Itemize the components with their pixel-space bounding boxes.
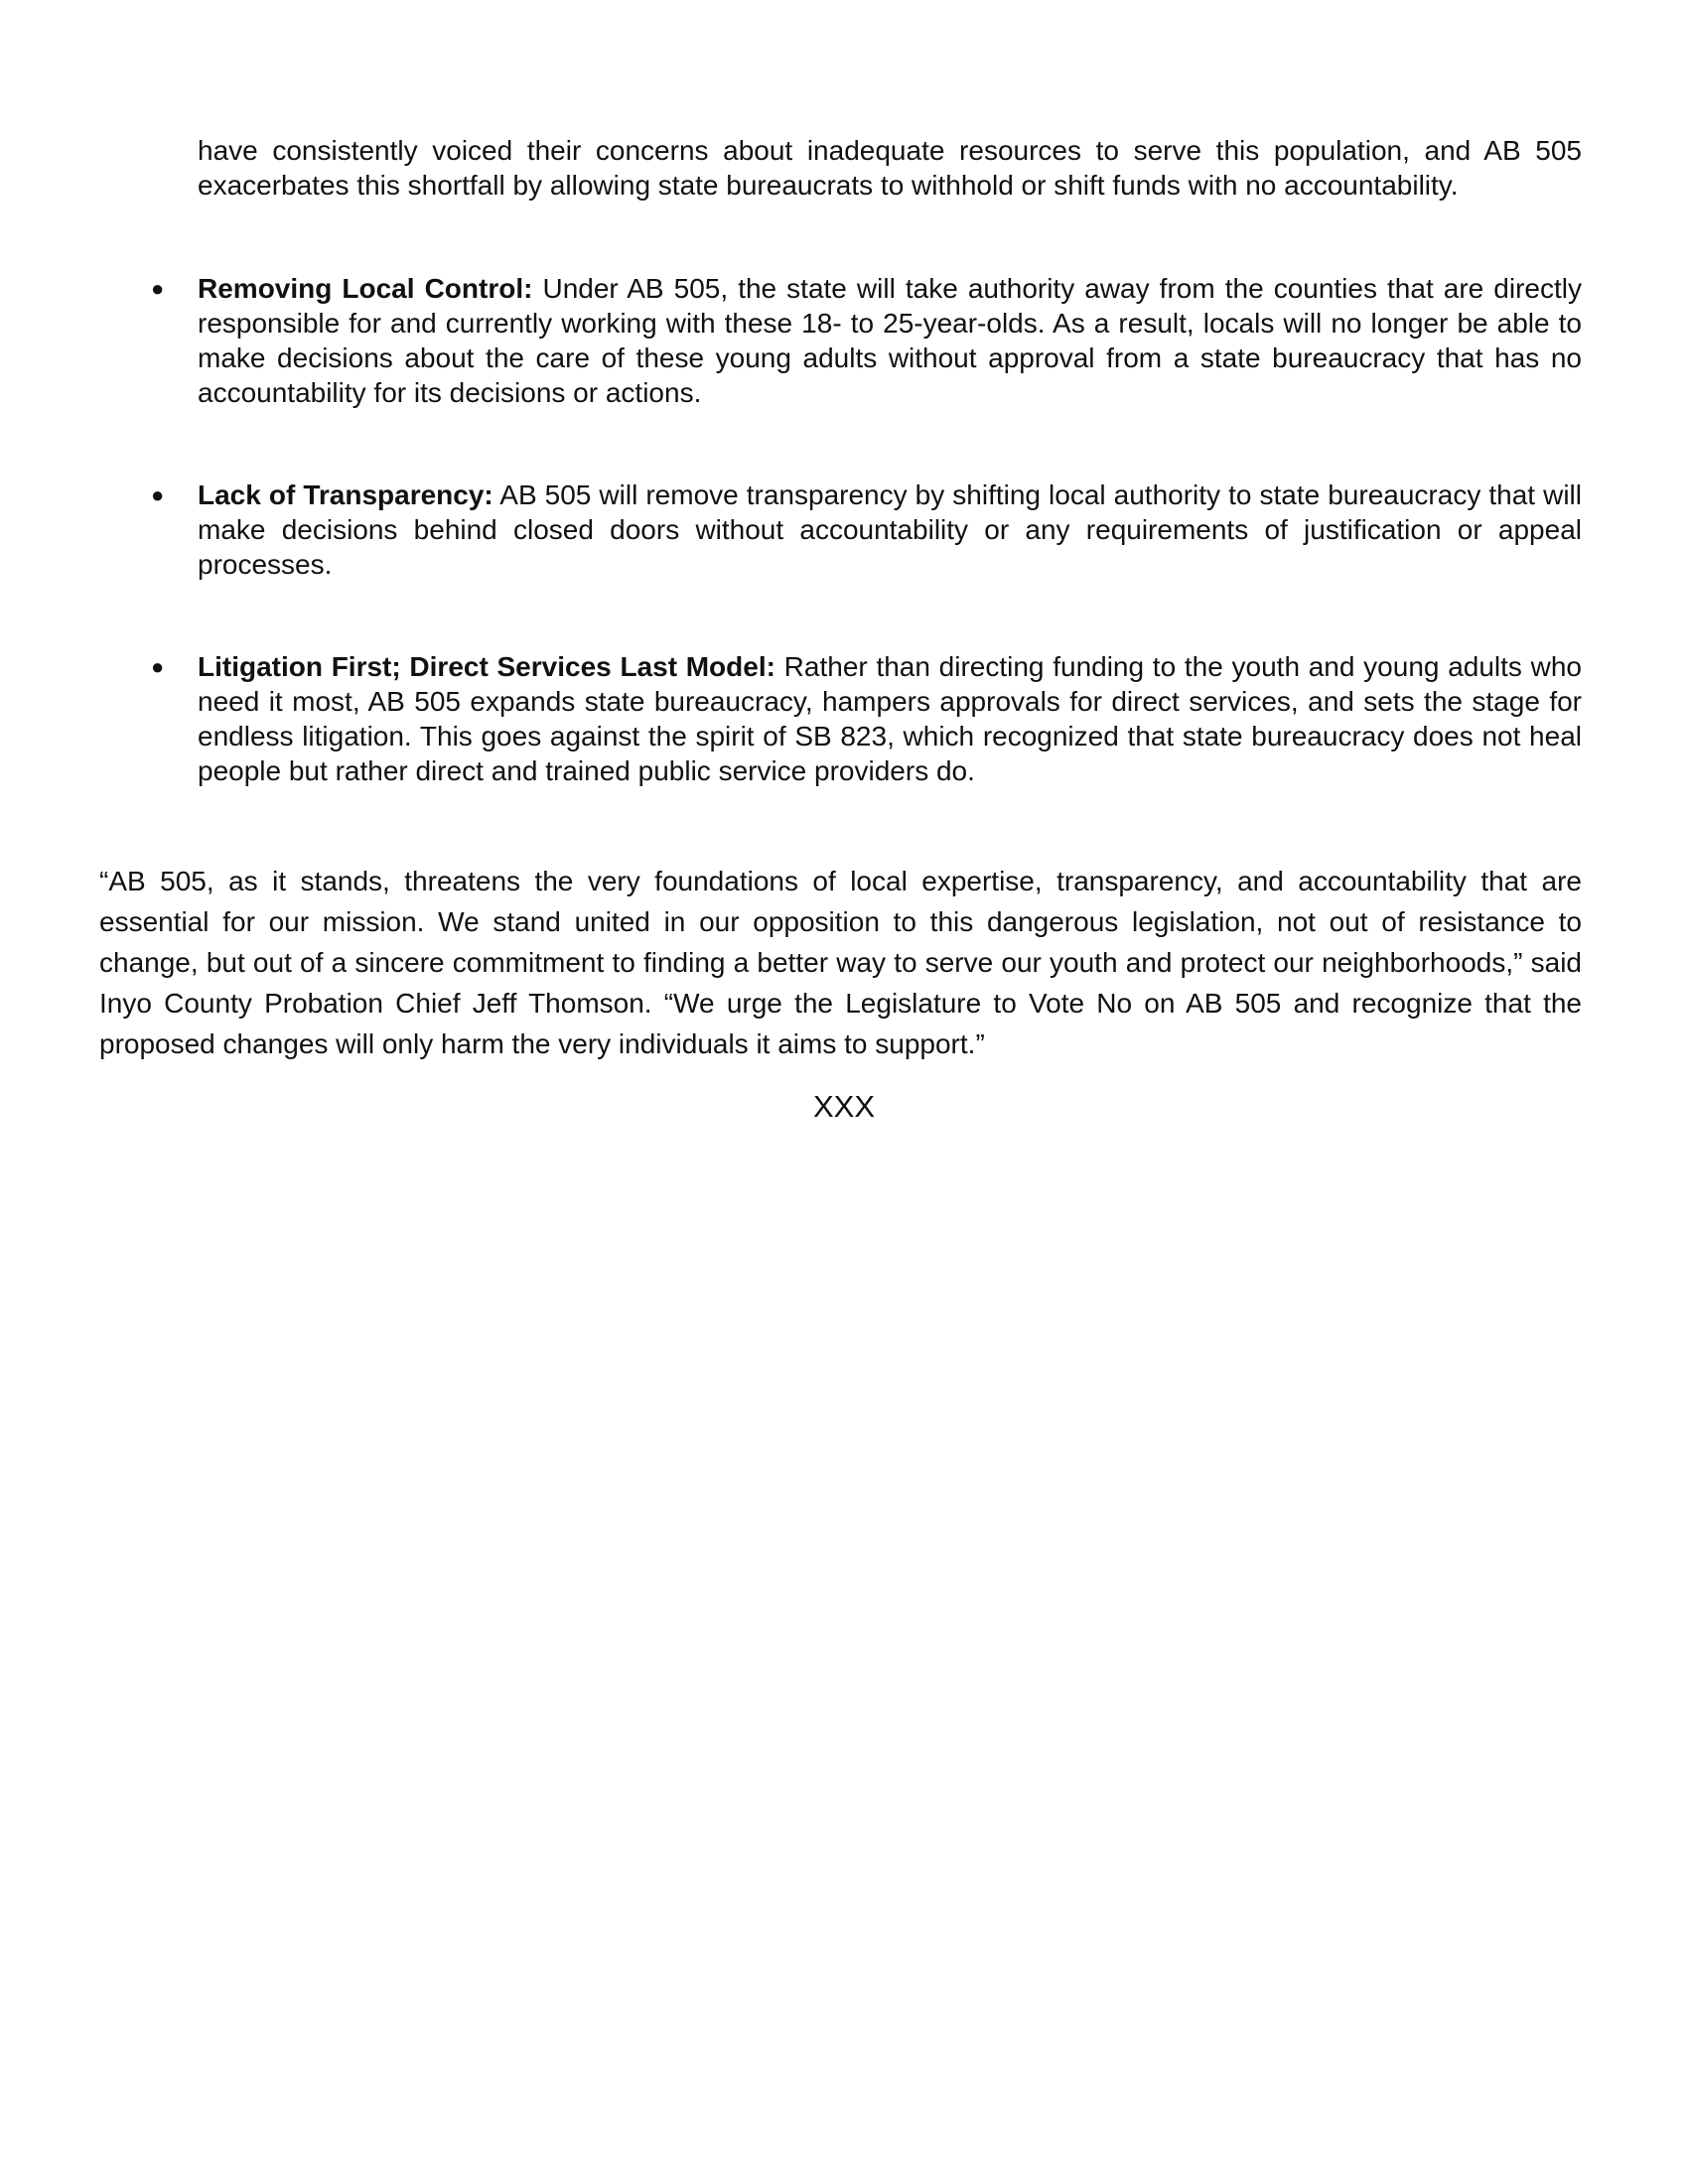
bullet-list — [99, 271, 1582, 856]
end-mark: XXX — [812, 1089, 876, 1124]
bullet-text: Rather than directing funding to the youth and young adults who need it most, AB 505 expands state bureaucracy, hampers approvals for direct services, and sets the stage for endless litigation. This goes against the spirit of SB 823, which recognized that state bureaucracy does not heal people but rather direct and trained public service providers do. — [198, 651, 1582, 786]
bullet-item-litigation — [99, 649, 1582, 788]
continuation-paragraph: have consistently voiced their concerns about inadequate resources to serve this population, and AB 505 exacerbates this shortfall by allowing state bureaucrats to withhold or shift funds with no accountability. — [198, 135, 1582, 201]
bullet-icon: ● — [151, 276, 165, 301]
bullet-text: Under AB 505, the state will take authority away from the counties that are directly responsible for and currently working with these 18- to 25-year-olds. As a result, locals will no longer be able to make decisions about the care of these young adults without approval from a state bureaucracy that has no accountability for its decisions or actions. — [198, 273, 1582, 408]
bullet-icon: ● — [151, 654, 165, 679]
bullet-term: Lack of Transparency: — [198, 479, 493, 510]
bullet-item-local-control — [99, 271, 1582, 410]
bullet-term: Removing Local Control: — [198, 273, 533, 304]
bullet-term: Litigation First; Direct Services Last Model: — [198, 651, 775, 682]
bullet-text: AB 505 will remove transparency by shifting local authority to state bureaucracy that will make decisions behind closed doors without accountability or any requirements of justification or appeal processes. — [198, 479, 1582, 580]
bullet-item-transparency — [99, 478, 1582, 582]
bullet-icon: ● — [151, 482, 165, 507]
quote-paragraph: “AB 505, as it stands, threatens the very foundations of local expertise, transparency, and accountability that are essential for our mission. We stand united in our opposition to this dangerous legislation, not out of resistance to change, but out of a sincere commitment to finding a better way to serve our youth and protect our neighborhoods,” said Inyo County Probation Chief Jeff Thomson. “We urge the Legislature to Vote No on AB 505 and recognize that the proposed changes will only harm the very individuals it aims to support.” — [99, 866, 1582, 1059]
